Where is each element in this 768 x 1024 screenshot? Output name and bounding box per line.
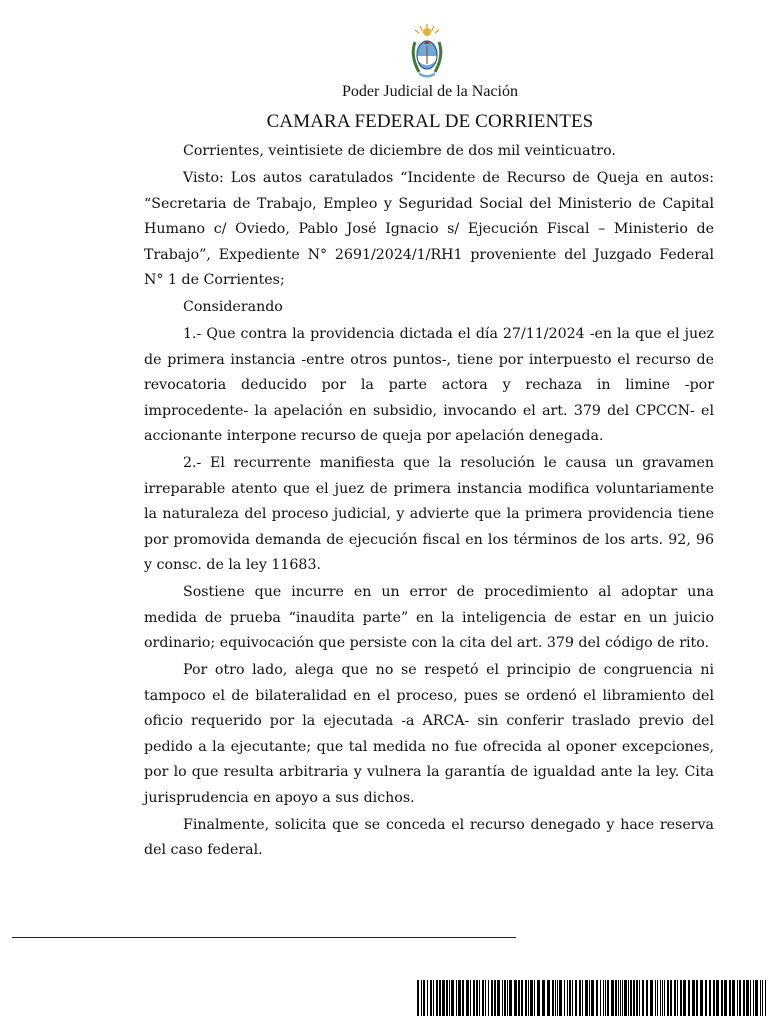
- chamber-title: CAMARA FEDERAL DE CORRIENTES: [266, 111, 594, 132]
- paragraph-2: 2.- El recurrente manifiesta que la resolución le causa un gravamen irreparable atento que el juez de primera instancia modifica voluntariamente la naturaleza del proceso judicial, y advierte que la primera providencia tiene por promovida demanda de ejecución fiscal en los términos de los arts. 92, 96 y consc. de la ley 11683.: [144, 455, 714, 573]
- paragraph-por-otro-lado: Por otro lado, alega que no se respetó el principio de congruencia ni tampoco el de bilateralidad en el proceso, pues se ordenó el libramiento del oficio requerido por la ejecutada -a ARCA- sin conferir traslado previo del pedido a la ejecutante; que tal medida no fue ofrecida al oponer excepciones, por lo que resulta arbitraria y vulnera la garantía de igualdad ante la ley. Cita jurisprudencia en apoyo a sus dichos.: [144, 662, 714, 806]
- barcode-icon: [417, 980, 768, 1016]
- date-paragraph: Corrientes, veintisiete de diciembre de dos mil veinticuatro.: [183, 143, 616, 159]
- paragraph-finalmente: Finalmente, solicita que se conceda el recurso denegado y hace reserva del caso federal.: [144, 816, 714, 858]
- visto-paragraph: Visto: Los autos caratulados “Incidente de Recurso de Queja en autos: “Secretaria de Trabajo, Empleo y Seguridad Social del Ministerio de Capital Humano c/ Oviedo, Pablo José Ignacio s/ Ejecución Fiscal – Ministerio de Trabajo”, Expediente N° 2691/2024/1/RH1 proveniente del Juzgado Federal N° 1 de Corrientes;: [144, 170, 714, 288]
- court-name: Poder Judicial de la Nación: [342, 83, 518, 100]
- document-body: [144, 139, 714, 865]
- coat-of-arms-icon: [407, 22, 447, 82]
- paragraph-1: 1.- Que contra la providencia dictada el día 27/11/2024 -en la que el juez de primera instancia -entre otros puntos-, tiene por interpuesto el recurso de revocatoria deducido por la parte actora y rechaza in limine -por improcedente- la apelación en subsidio, invocando el art. 379 del CPCCN- el accionante interpone recurso de queja por apelación denegada.: [144, 326, 714, 444]
- considerando-heading: Considerando: [183, 299, 283, 315]
- footer-divider: [12, 937, 516, 938]
- paragraph-sostiene: Sostiene que incurre en un error de procedimiento al adoptar una medida de prueba “inaudita parte” en la inteligencia de estar en un juicio ordinario; equivocación que persiste con la cita del art. 379 del código de rito.: [144, 584, 714, 651]
